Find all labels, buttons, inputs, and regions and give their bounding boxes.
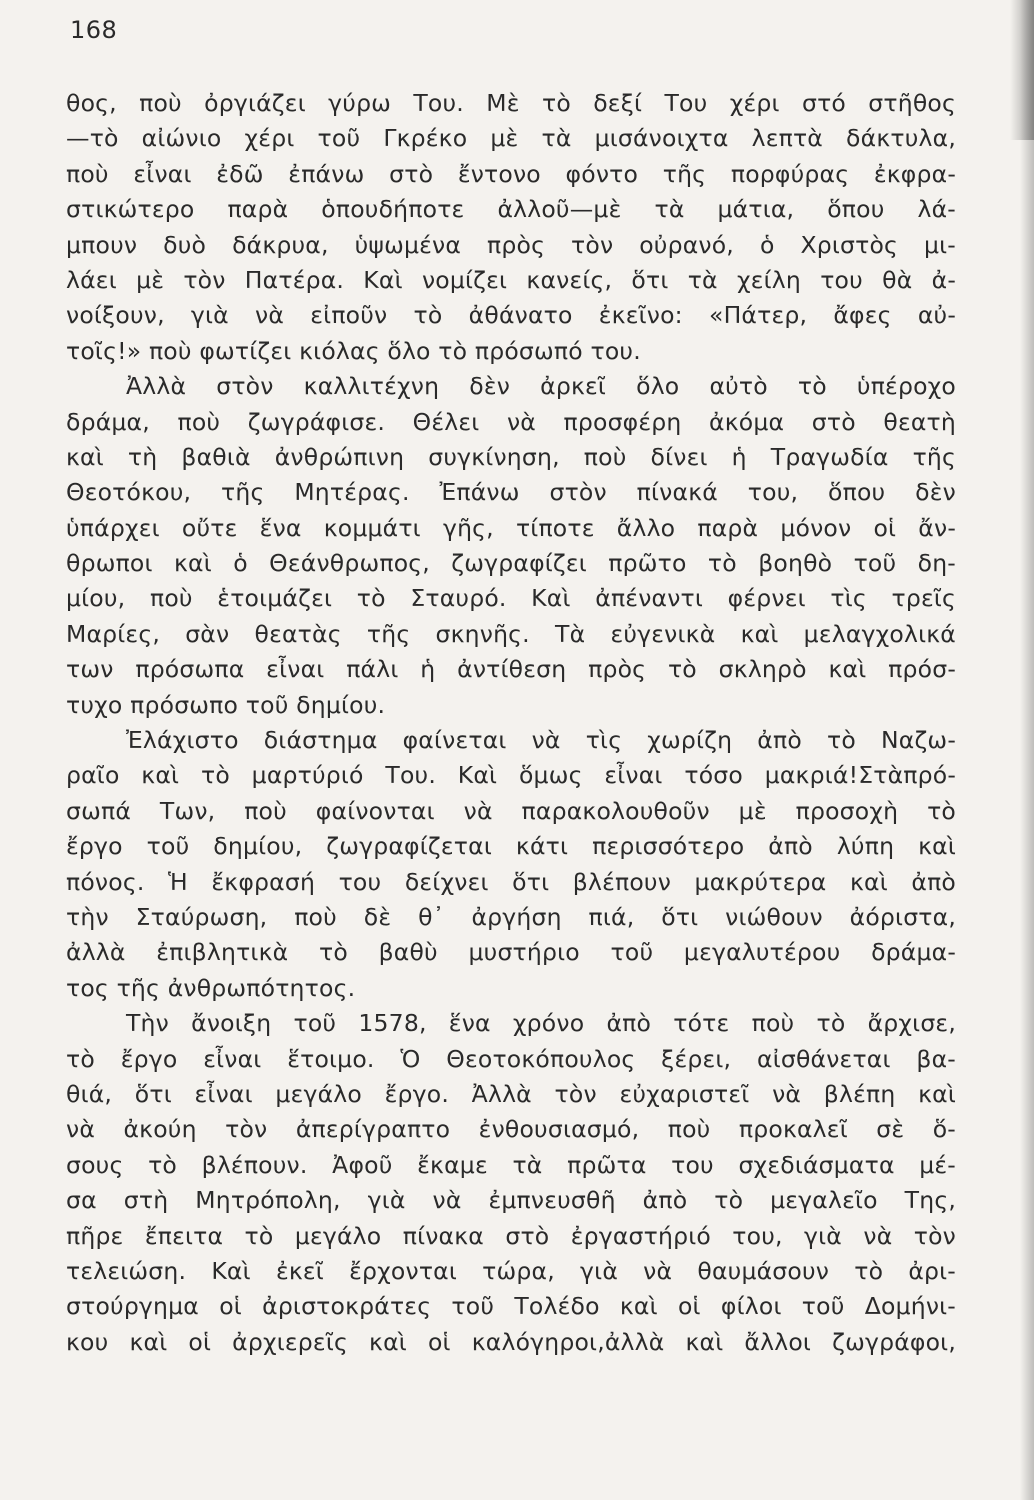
text-line: πῆρε ἔπειτα τὸ μεγάλο πίνακα στὸ ἐργαστήριό του, γιὰ νὰ τὸν [66,1221,956,1250]
body-text [66,86,956,1360]
text-line: θιά, ὅτι εἶναι μεγάλο ἔργο. Ἀλλὰ τὸν εὐχαριστεῖ νὰ βλέπη καὶ [66,1079,956,1108]
text-line: Ἐλάχιστο διάστημα φαίνεται νὰ τὶς χωρίζη ἀπὸ τὸ Ναζω- [126,726,956,755]
text-line: στικώτερο παρὰ ὁπουδήποτε ἀλλοῦ—μὲ τὰ μάτια, ὅπου λά- [66,195,956,224]
text-line: τοῖς!» ποὺ φωτίζει κιόλας ὅλο τὸ πρόσωπό του. [66,336,641,365]
paragraph [66,1006,956,1360]
text-line: σα στὴ Μητρόπολη, γιὰ νὰ ἐμπνευσθῆ ἀπὸ τὸ μεγαλεῖο Της, [66,1186,956,1215]
text-line: θρωποι καὶ ὁ Θεάνθρωπος, ζωγραφίζει πρῶτο τὸ βοηθὸ τοῦ δη- [66,549,956,578]
text-line: μίου, ποὺ ἑτοιμάζει τὸ Σταυρό. Καὶ ἀπέναντι φέρνει τὶς τρεῖς [66,584,956,613]
text-line: των πρόσωπα εἶναι πάλι ἡ ἀντίθεση πρὸς τὸ σκληρὸ καὶ πρόσ- [66,655,956,684]
page-edge-shadow-top [1010,0,1034,140]
paragraph [66,723,956,1006]
text-line: τελειώση. Καὶ ἐκεῖ ἔρχονται τώρα, γιὰ νὰ θαυμάσουν τὸ ἀρι- [66,1256,956,1285]
text-line: καὶ τὴ βαθιὰ ἀνθρώπινη συγκίνηση, ποὺ δίνει ἡ Τραγωδία τῆς [66,442,956,471]
text-line: σωπά Των, ποὺ φαίνονται νὰ παρακολουθοῦν μὲ προσοχὴ τὸ [66,796,956,825]
text-line: Τὴν ἄνοιξη τοῦ 1578, ἕνα χρόνο ἀπὸ τότε ποὺ τὸ ἄρχισε, [126,1009,956,1038]
text-line: ραῖο καὶ τὸ μαρτύριό Του. Καὶ ὅμως εἶναι τόσο μακριά!Στὰπρό- [66,761,956,790]
page-number: 168 [70,16,118,44]
text-line: στούργημα οἱ ἀριστοκράτες τοῦ Τολέδο καὶ οἱ φίλοι τοῦ Δομήνι- [66,1292,956,1321]
text-line: λάει μὲ τὸν Πατέρα. Καὶ νομίζει κανείς, ὅτι τὰ χείλη του θὰ ἀ- [66,265,956,294]
text-line: κου καὶ οἱ ἀρχιερεῖς καὶ οἱ καλόγηροι,ἀλλὰ καὶ ἄλλοι ζωγράφοι, [66,1327,956,1356]
text-line: ὑπάρχει οὔτε ἕνα κομμάτι γῆς, τίποτε ἄλλο παρὰ μόνον οἱ ἄν- [66,513,956,542]
text-line: Ἀλλὰ στὸν καλλιτέχνη δὲν ἀρκεῖ ὅλο αὐτὸ τὸ ὑπέροχο [126,372,956,401]
text-line: δράμα, ποὺ ζωγράφισε. Θέλει νὰ προσφέρη ἀκόμα στὸ θεατὴ [66,407,956,436]
text-line: ἔργο τοῦ δημίου, ζωγραφίζεται κάτι περισσότερο ἀπὸ λύπη καὶ [66,832,956,861]
text-line: ποὺ εἶναι ἐδῶ ἐπάνω στὸ ἔντονο φόντο τῆς πορφύρας ἐκφρα- [66,159,956,188]
text-line: νοίξουν, γιὰ νὰ εἰποῦν τὸ ἀθάνατο ἐκεῖνο: «Πάτερ, ἄφες αὐ- [66,301,956,330]
text-line: Θεοτόκου, τῆς Μητέρας. Ἐπάνω στὸν πίνακά του, ὅπου δὲν [66,478,956,507]
text-line: —τὸ αἰώνιο χέρι τοῦ Γκρέκο μὲ τὰ μισάνοιχτα λεπτὰ δάκτυλα, [66,124,956,153]
text-line: θος, ποὺ ὀργιάζει γύρω Του. Μὲ τὸ δεξί Του χέρι στό στῆθος [66,89,956,117]
text-line: τυχο πρόσωπο τοῦ δημίου. [66,690,386,719]
text-line: πόνος. Ἡ ἔκφρασή του δείχνει ὅτι βλέπουν μακρύτερα καὶ ἀπὸ [66,867,956,896]
text-line: νὰ ἀκούη τὸν ἀπερίγραπτο ἐνθουσιασμό, ποὺ προκαλεῖ σὲ ὅ- [66,1115,956,1144]
text-line: Μαρίες, σὰν θεατὰς τῆς σκηνῆς. Τὰ εὐγενικὰ καὶ μελαγχολικά [66,619,956,648]
text-line: τὸ ἔργο εἶναι ἕτοιμο. Ὁ Θεοτοκόπουλος ξέρει, αἰσθάνεται βα- [66,1044,956,1073]
paragraph [66,369,956,723]
text-line: μπουν δυὸ δάκρυα, ὑψωμένα πρὸς τὸν οὐρανό, ὁ Χριστὸς μι- [66,230,956,259]
paragraph [66,86,956,369]
text-line: τὴν Σταύρωση, ποὺ δὲ θ᾽ ἀργήση πιά, ὅτι νιώθουν ἀόριστα, [66,902,956,931]
text-line: ἀλλὰ ἐπιβλητικὰ τὸ βαθὺ μυστήριο τοῦ μεγαλυτέρου δράμα- [66,938,956,967]
page-edge-shadow [1020,0,1034,1500]
text-line: τος τῆς ἀνθρωπότητος. [66,973,356,1002]
text-line: σους τὸ βλέπουν. Ἀφοῦ ἔκαμε τὰ πρῶτα του σχεδιάσματα μέ- [66,1150,956,1179]
